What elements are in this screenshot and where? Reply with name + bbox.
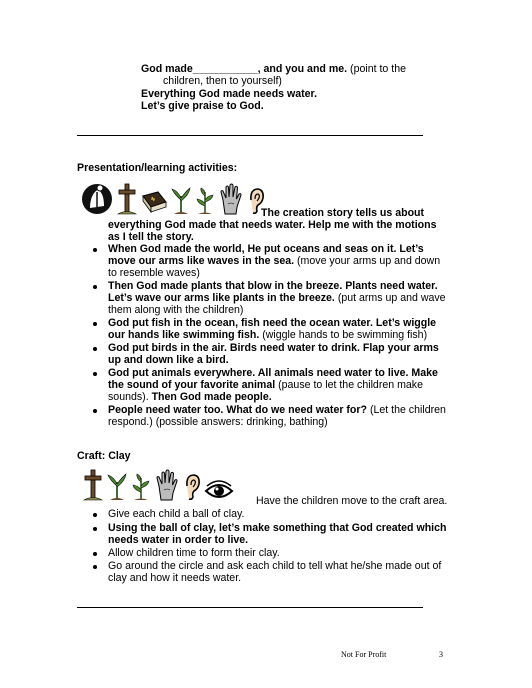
bullet-dot <box>93 248 97 252</box>
bible-icon <box>140 188 168 216</box>
list-item-text: Go around the circle and ask each child to tell what he/she made out of <box>108 560 442 572</box>
bullet-dot <box>93 322 97 326</box>
sprout-icon <box>170 186 192 216</box>
cross-icon <box>82 468 104 502</box>
list-item-note: to resemble waves) <box>108 267 200 279</box>
sprout-icon <box>106 472 128 502</box>
presentation-icon-strip <box>80 180 266 216</box>
list-item <box>108 572 241 585</box>
bullet-dot <box>93 527 97 531</box>
list-item-text: clay and how it needs water. <box>108 572 242 584</box>
growing-plant-icon <box>130 472 152 502</box>
cross-icon <box>116 182 138 216</box>
list-item-text: Then God made people. <box>148 391 272 403</box>
bullet-dot <box>93 372 97 376</box>
list-item-note: (pause to let the children make <box>275 379 423 391</box>
list-item-text: move our arms like waves in the sea. <box>108 255 295 267</box>
list-item-text: our hands like swimming fish. <box>108 329 260 341</box>
list-item-note: (move your arms up and down <box>294 255 441 267</box>
list-item-text: Using the ball of clay, let’s make something that God created which <box>108 522 447 534</box>
list-item <box>108 304 243 317</box>
presentation-heading-text: Presentation/learning activities: <box>77 162 238 174</box>
list-item-note: them along with the children) <box>108 304 244 316</box>
craft-heading-text: Craft: Clay <box>77 450 131 462</box>
list-item-note: respond.) (possible answers: drinking, bathing) <box>108 416 328 428</box>
intro-line-2: children, then to yourself) <box>163 75 282 87</box>
presentation-heading <box>77 162 237 175</box>
page-number: 3 <box>439 650 443 659</box>
list-item <box>108 391 272 404</box>
list-item <box>108 329 427 342</box>
presentation-intro-line-2-text: everything God made that needs water. Help me with the motions <box>108 219 437 231</box>
list-item <box>108 267 200 280</box>
hand-icon <box>218 182 244 216</box>
intro-line-1-normal: (point to the <box>347 63 406 75</box>
list-item <box>108 416 328 429</box>
list-item <box>108 547 280 560</box>
ear-icon <box>182 472 202 502</box>
list-item-text: up and down like a bird. <box>108 354 229 366</box>
hand-icon <box>154 468 180 502</box>
intro-line-4-bold: Let’s give praise to God. <box>141 100 264 112</box>
bullet-dot <box>93 565 97 569</box>
list-item-text: When God made the world, He put oceans and seas on it. Let’s <box>108 243 424 255</box>
list-item-text: Allow children time to form their clay. <box>108 547 280 559</box>
divider-bottom <box>77 607 423 608</box>
praying-hands-icon <box>80 182 114 216</box>
growing-plant-icon <box>194 186 216 216</box>
list-item-text: needs water in order to live. <box>108 534 249 546</box>
list-item-text: People need water too. What do we need water for? <box>108 404 367 416</box>
list-item-text: God put animals everywhere. All animals need water to live. Make <box>108 367 438 379</box>
presentation-intro-line-3-text: as I tell the story. <box>108 231 194 243</box>
list-item-note: sounds). <box>108 391 149 403</box>
footer-note: Not For Profit <box>341 650 387 659</box>
craft-intro: Have the children move to the craft area. <box>256 495 448 507</box>
list-item-text: Let’s wave our arms like plants in the breeze. <box>108 292 335 304</box>
list-item <box>108 534 248 547</box>
list-item-text: Give each child a ball of clay. <box>108 508 245 520</box>
list-item-text: God put birds in the air. Birds need water to drink. Flap your arms <box>108 342 439 354</box>
list-item <box>108 508 244 521</box>
bullet-dot <box>93 347 97 351</box>
craft-icon-strip <box>82 466 234 502</box>
list-item-note: (wiggle hands to be swimming fish) <box>259 329 428 341</box>
intro-line-4 <box>141 100 264 113</box>
list-item-text: Then God made plants that blow in the breeze. Plants need water. <box>108 280 438 292</box>
list-item <box>108 354 229 367</box>
intro-line-1-bold: God made___________, and you and me. <box>141 63 348 75</box>
list-item-text: the sound of your favorite animal <box>108 379 276 391</box>
bullet-dot <box>93 552 97 556</box>
craft-heading <box>77 450 131 463</box>
intro-line-3-bold: Everything God made needs water. <box>141 88 318 100</box>
list-item-text: God put fish in the ocean, fish need the ocean water. Let’s wiggle <box>108 317 437 329</box>
presentation-intro-line-1-text: The creation story tells us about <box>261 207 425 219</box>
list-item-note: (Let the children <box>367 404 446 416</box>
eye-icon <box>204 480 234 502</box>
bullet-dot <box>93 513 97 517</box>
divider-top <box>77 135 423 136</box>
bullet-dot <box>93 409 97 413</box>
list-item-note: (put arms up and wave <box>334 292 446 304</box>
bullet-dot <box>93 285 97 289</box>
